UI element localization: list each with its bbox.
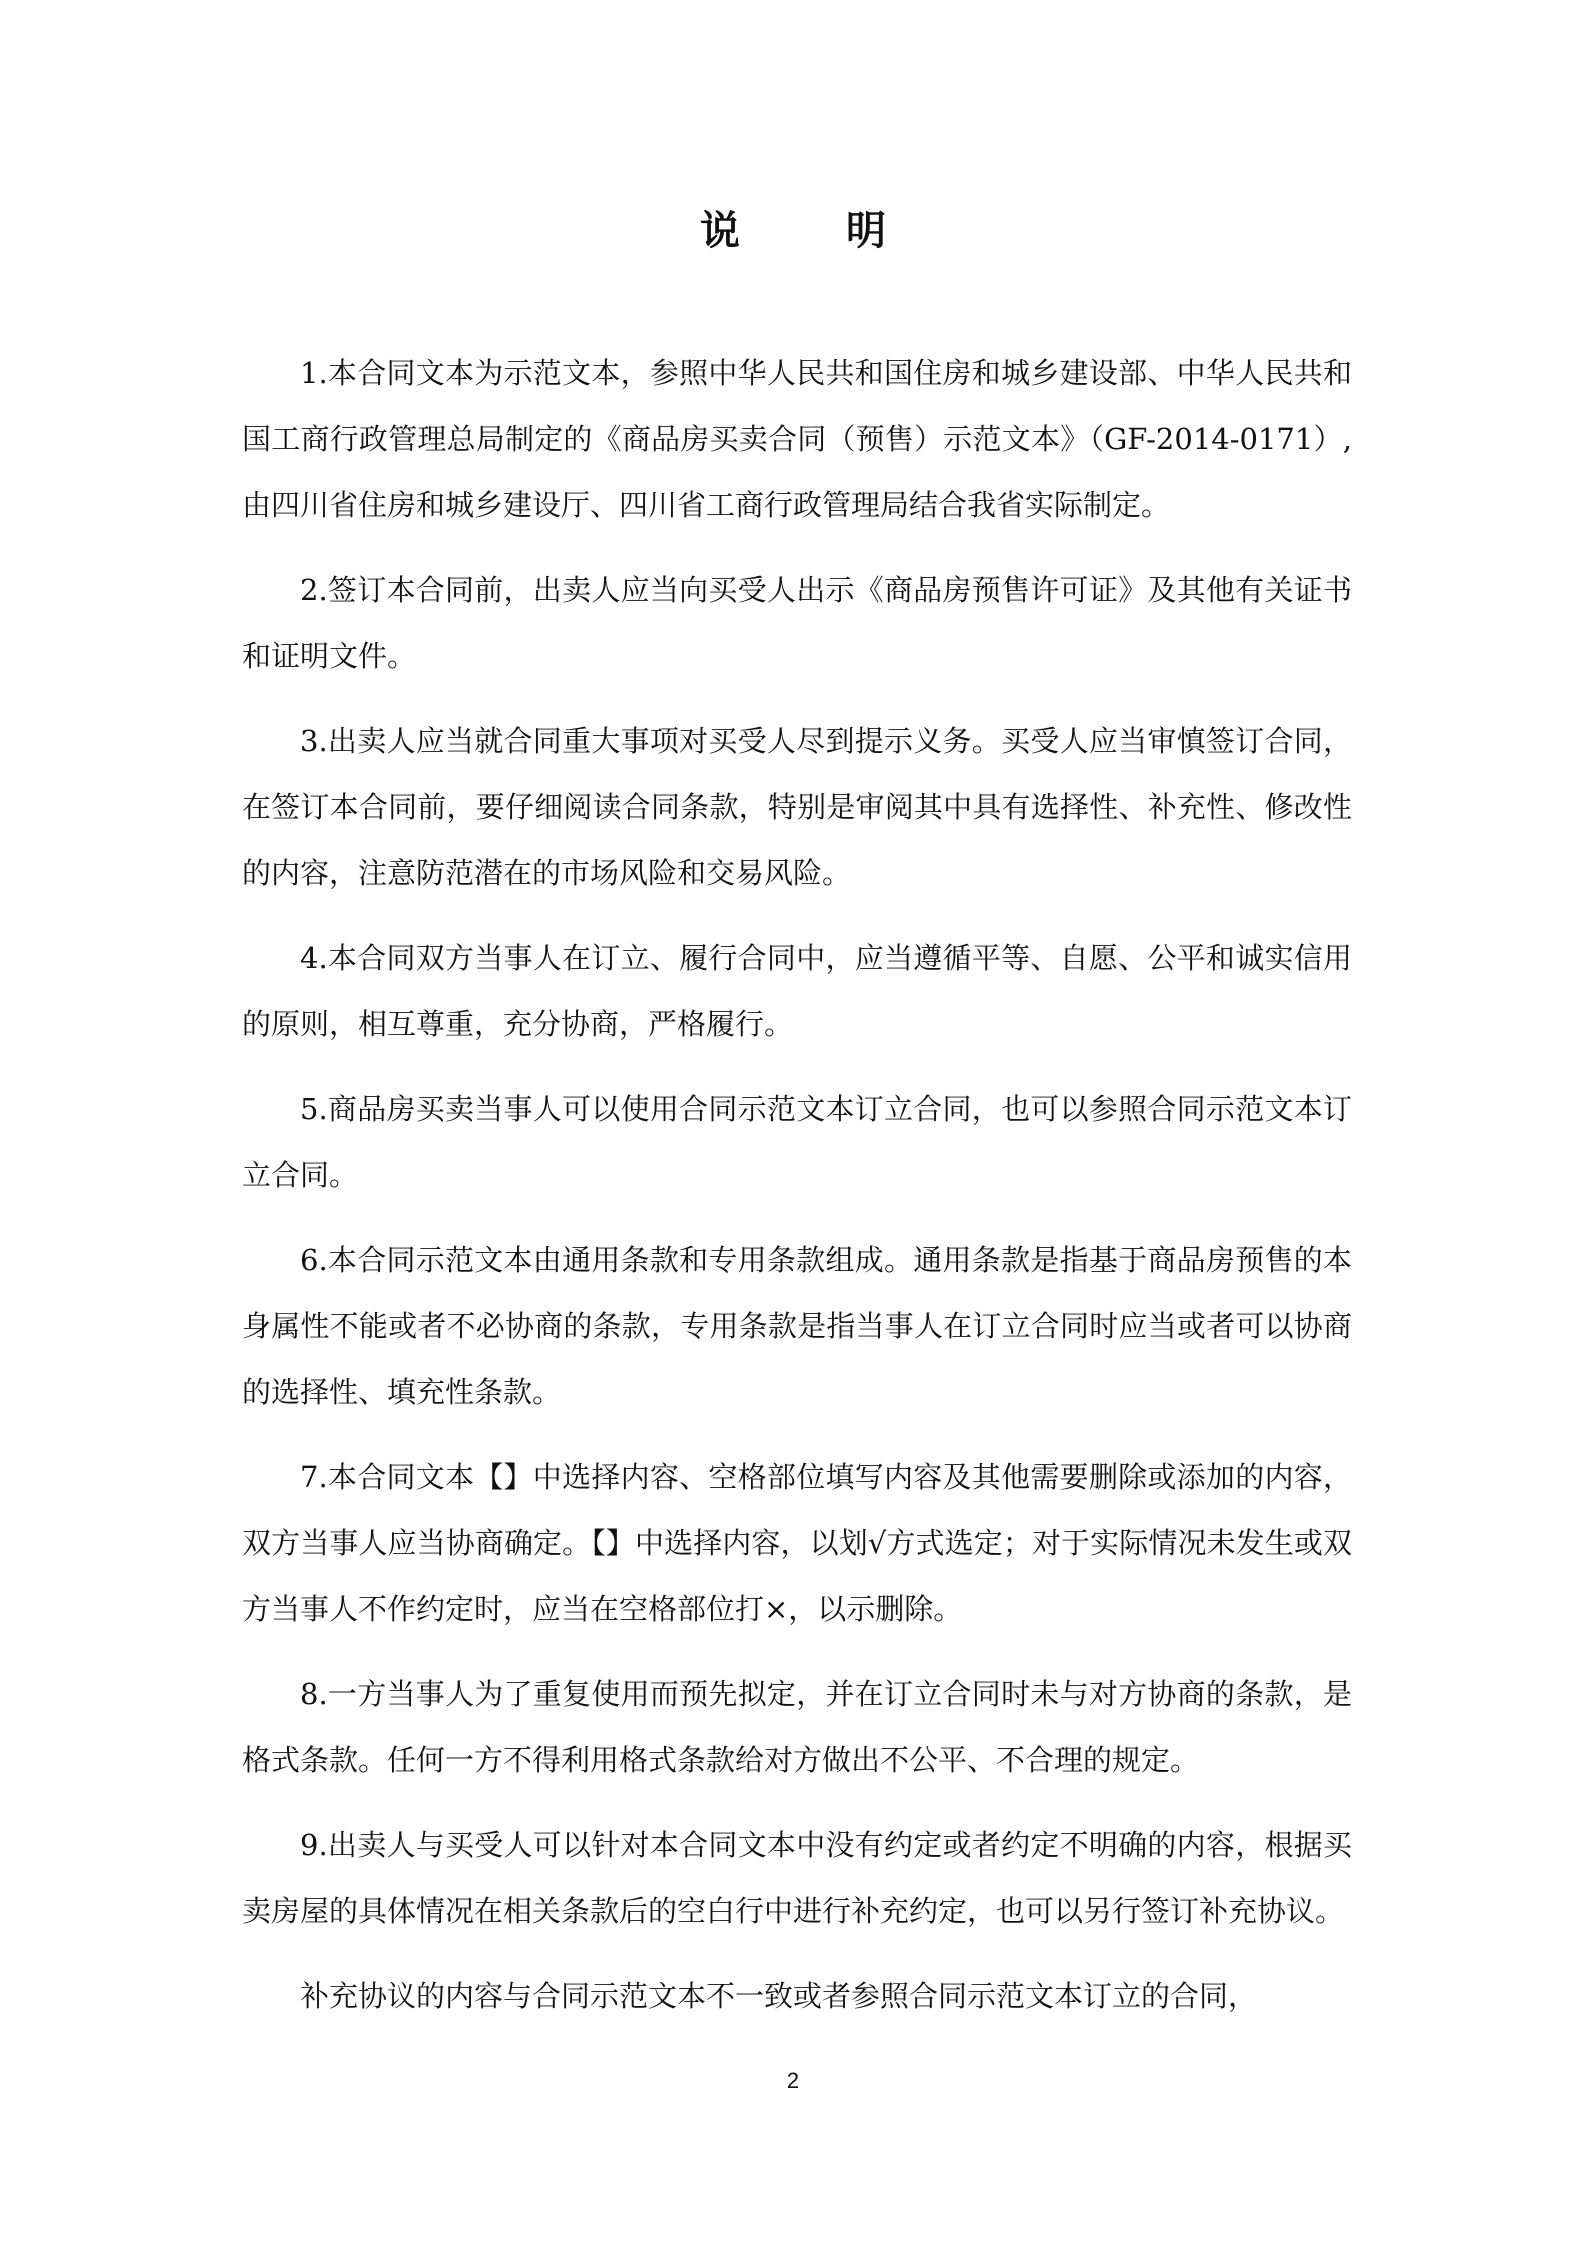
paragraph-2: 2.签订本合同前，出卖人应当向买受人出示《商品房预售许可证》及其他有关证书和证明文件。 <box>242 573 1352 673</box>
paragraph-10: 补充协议的内容与合同示范文本不一致或者参照合同示范文本订立的合同， <box>300 1979 1258 2013</box>
paragraph-9: 9.出卖人与买受人可以针对本合同文本中没有约定或者约定不明确的内容，根据买卖房屋的具体情况在相关条款后的空白行中进行补充约定，也可以另行签订补充协议。 <box>242 1828 1352 1928</box>
page-number: 2 <box>786 2068 800 2093</box>
paragraph-3: 3.出卖人应当就合同重大事项对买受人尽到提示义务。买受人应当审慎签订合同，在签订本合同前，要仔细阅读合同条款，特别是审阅其中具有选择性、补充性、修改性的内容，注意防范潜在的市场风险和交易风险。 <box>242 724 1352 890</box>
paragraph-7: 7.本合同文本【】中选择内容、空格部位填写内容及其他需要删除或添加的内容，双方当事人应当协商确定。【】中选择内容，以划√方式选定；对于实际情况未发生或双方当事人不作约定时，应当在空格部位打×，以示删除。 <box>242 1460 1352 1626</box>
page-title: 说 明 <box>700 208 932 254</box>
document-body <box>242 340 1352 2048</box>
paragraph-8: 8.一方当事人为了重复使用而预先拟定，并在订立合同时未与对方协商的条款，是格式条款。任何一方不得利用格式条款给对方做出不公平、不合理的规定。 <box>242 1677 1352 1777</box>
paragraph-1: 1.本合同文本为示范文本，参照中华人民共和国住房和城乡建设部、中华人民共和国工商行政管理总局制定的《商品房买卖合同（预售）示范文本》（GF-2014-0171）,由四川省住房和城乡建设厅、四川省工商行政管理局结合我省实际制定。 <box>242 356 1352 522</box>
paragraph-6: 6.本合同示范文本由通用条款和专用条款组成。通用条款是指基于商品房预售的本身属性不能或者不必协商的条款，专用条款是指当事人在订立合同时应当或者可以协商的选择性、填充性条款。 <box>242 1243 1352 1409</box>
paragraph-4: 4.本合同双方当事人在订立、履行合同中，应当遵循平等、自愿、公平和诚实信用的原则，相互尊重，充分协商，严格履行。 <box>242 941 1352 1041</box>
paragraph-5: 5.商品房买卖当事人可以使用合同示范文本订立合同，也可以参照合同示范文本订立合同。 <box>242 1092 1352 1192</box>
